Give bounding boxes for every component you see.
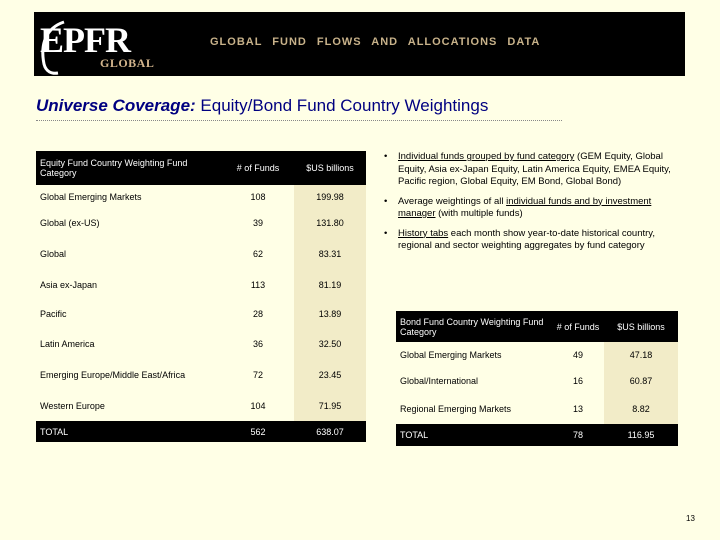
row-category: Global/International bbox=[400, 376, 479, 386]
row-funds: 108 bbox=[250, 191, 266, 202]
total-label: TOTAL bbox=[36, 421, 222, 442]
row-category: Global bbox=[40, 249, 67, 259]
bullet-icon: • bbox=[384, 151, 388, 162]
table-header-row bbox=[36, 151, 366, 185]
banner-tagline: GLOBAL FUND FLOWS AND ALLOCATIONS DATA bbox=[210, 36, 541, 48]
row-category: Western Europe bbox=[40, 401, 105, 411]
row-funds: 104 bbox=[250, 401, 266, 411]
row-funds: 49 bbox=[572, 350, 583, 360]
table-row bbox=[36, 359, 366, 391]
total-funds: 562 bbox=[222, 421, 294, 442]
row-funds: 39 bbox=[252, 218, 263, 228]
header-banner bbox=[34, 12, 685, 76]
table-total-row bbox=[36, 421, 366, 442]
row-billions: 60.87 bbox=[604, 368, 678, 394]
row-billions: 13.89 bbox=[294, 299, 366, 329]
total-funds: 78 bbox=[552, 424, 604, 446]
row-funds: 62 bbox=[252, 249, 263, 259]
bullet-icon: • bbox=[384, 227, 388, 239]
bullet-fund-groups bbox=[384, 151, 674, 189]
bullet-text: each month show year-to-date historical country, regional and sector weighting aggregates by fund category bbox=[398, 227, 655, 251]
table-row bbox=[36, 270, 366, 299]
title-divider bbox=[36, 120, 562, 121]
row-funds: 72 bbox=[252, 370, 263, 380]
page-title-bold: Universe Coverage: bbox=[36, 96, 196, 115]
column-header-billions: $US billions bbox=[604, 311, 678, 342]
table-row bbox=[396, 368, 678, 394]
logo-main: EPFR bbox=[40, 20, 130, 60]
row-billions: 23.45 bbox=[294, 359, 366, 391]
total-label: TOTAL bbox=[396, 424, 552, 446]
table-row bbox=[36, 299, 366, 329]
bond-weighting-table bbox=[396, 311, 678, 446]
table-header-row bbox=[396, 311, 678, 342]
table-total-row bbox=[396, 424, 678, 446]
total-billions: 638.07 bbox=[294, 421, 366, 442]
table-row bbox=[36, 329, 366, 359]
row-funds: 13 bbox=[572, 404, 583, 414]
row-category: Regional Emerging Markets bbox=[400, 404, 512, 414]
bullet-pre: Average weightings of all bbox=[398, 195, 507, 207]
row-billions: 47.18 bbox=[604, 342, 678, 368]
row-funds: 113 bbox=[250, 279, 266, 290]
row-funds: 16 bbox=[572, 376, 583, 386]
bullet-link[interactable]: History tabs bbox=[398, 227, 449, 239]
table-row bbox=[36, 208, 366, 238]
bullet-history-tabs bbox=[384, 228, 674, 253]
bullet-link[interactable]: Individual funds grouped by fund category bbox=[398, 151, 575, 162]
column-header-funds: # of Funds bbox=[552, 311, 604, 342]
bullet-average-weightings bbox=[384, 196, 674, 221]
logo-sub: GLOBAL bbox=[100, 56, 155, 70]
row-category: Global Emerging Markets bbox=[400, 350, 502, 360]
row-funds: 36 bbox=[252, 339, 263, 349]
row-category: Pacific bbox=[40, 309, 67, 319]
row-billions: 199.98 bbox=[294, 185, 366, 208]
page-number: 13 bbox=[686, 514, 695, 523]
table-row bbox=[36, 185, 366, 208]
row-billions: 83.31 bbox=[294, 238, 366, 270]
table-row bbox=[36, 238, 366, 270]
row-category: Asia ex-Japan bbox=[40, 279, 98, 290]
row-billions: 81.19 bbox=[294, 270, 366, 299]
row-billions: 131.80 bbox=[294, 208, 366, 238]
row-category: Global (ex-US) bbox=[40, 218, 100, 228]
column-header-billions: $US billions bbox=[294, 151, 366, 185]
bullet-text: (GEM Equity, Global Equity, Asia ex-Japan Equity, Latin America Equity, EMEA Equity, Pacific region, Global Equity, EM Bond, Global Bond) bbox=[398, 151, 671, 187]
column-header-funds: # of Funds bbox=[222, 151, 294, 185]
table-row bbox=[396, 342, 678, 368]
row-category: Latin America bbox=[40, 339, 95, 349]
column-header-category: Bond Fund Country Weighting Fund Category bbox=[396, 311, 552, 342]
row-funds: 28 bbox=[252, 309, 263, 319]
total-billions: 116.95 bbox=[604, 424, 678, 446]
page-title-rest: Equity/Bond Fund Country Weightings bbox=[195, 96, 489, 115]
row-billions: 32.50 bbox=[294, 329, 366, 359]
row-billions: 71.95 bbox=[294, 391, 366, 421]
table-row bbox=[36, 391, 366, 421]
table-row bbox=[396, 394, 678, 424]
feature-bullets bbox=[384, 151, 674, 260]
bullet-link[interactable]: individual funds and by investment manager bbox=[398, 195, 652, 219]
row-category: Emerging Europe/Middle East/Africa bbox=[40, 370, 186, 380]
equity-weighting-table bbox=[36, 151, 366, 442]
column-header-category: Equity Fund Country Weighting Fund Category bbox=[36, 151, 222, 185]
page-title bbox=[36, 96, 488, 116]
row-category: Global Emerging Markets bbox=[40, 191, 142, 202]
row-billions: 8.82 bbox=[604, 394, 678, 424]
bullet-text: (with multiple funds) bbox=[435, 208, 523, 219]
bullet-icon: • bbox=[384, 195, 388, 207]
